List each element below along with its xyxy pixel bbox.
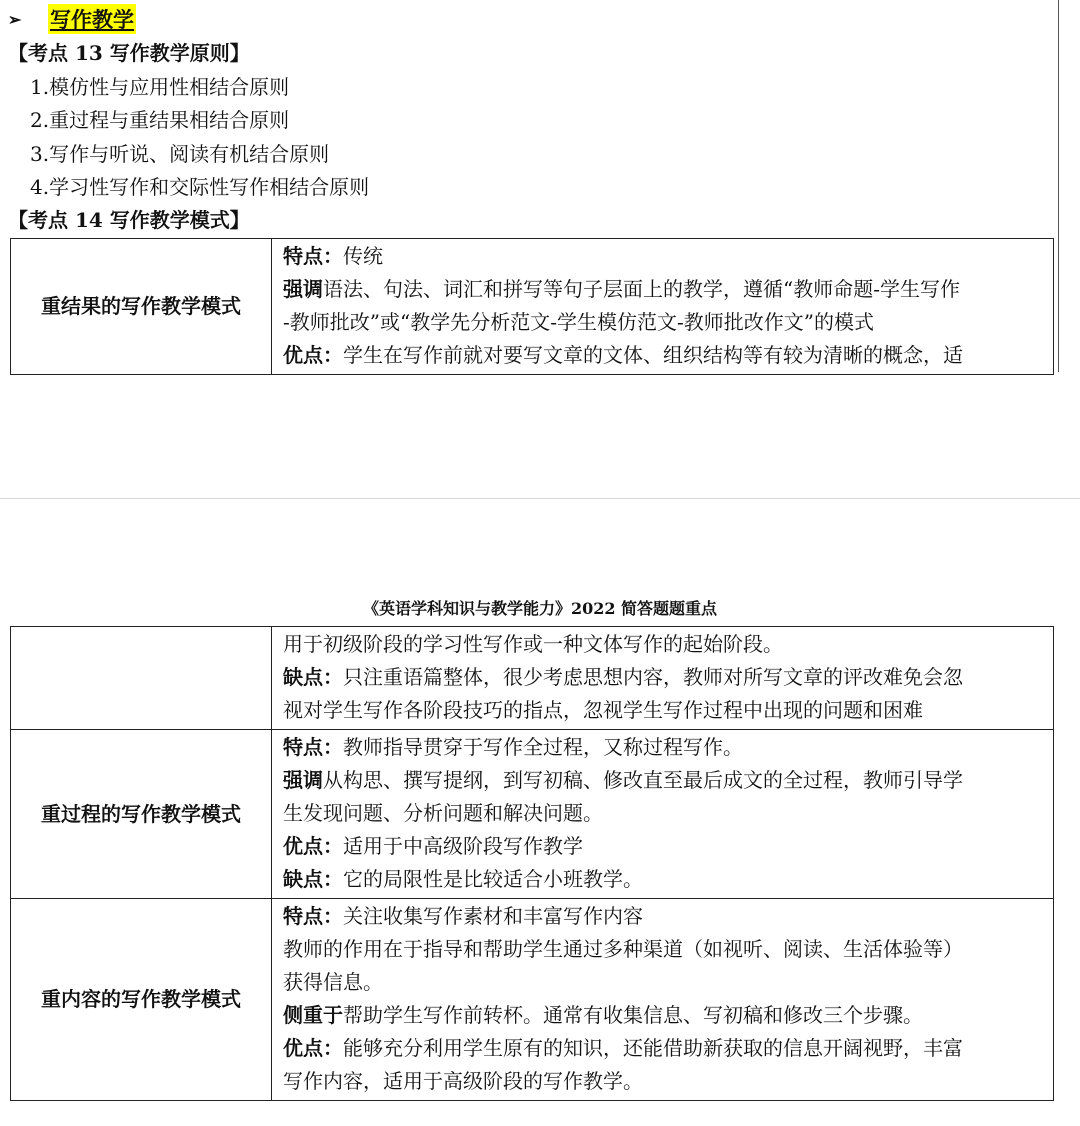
row-label-process-mode: 重过程的写作教学模式 bbox=[11, 730, 272, 899]
row-content-process-mode: 特点：教师指导贯穿于写作全过程，又称过程写作。 强调从构思、撰写提纲，到写初稿、修改直至最后成文的全过程，教师引导学 生发现问题、分析问题和解决问题。 优点：适用于中高级阶段写作教学 缺点：它的局限性是比较适合小班教学。 bbox=[272, 730, 1054, 899]
section-heading bbox=[8, 4, 136, 34]
table-row bbox=[11, 899, 1054, 1101]
table-row bbox=[11, 627, 1054, 730]
point14-heading: 【考点 14 写作教学模式】 bbox=[8, 208, 250, 232]
row-label-content-mode: 重内容的写作教学模式 bbox=[11, 899, 272, 1101]
point13-item-4: 4.学习性写作和交际性写作相结合原则 bbox=[30, 175, 370, 199]
row-label-empty bbox=[11, 627, 272, 730]
point13-item-1: 1.模仿性与应用性相结合原则 bbox=[30, 75, 290, 99]
point13-heading: 【考点 13 写作教学原则】 bbox=[8, 41, 250, 65]
row-content-result-mode-cont: 用于初级阶段的学习性写作或一种文体写作的起始阶段。 缺点：只注重语篇整体，很少考虑思想内容，教师对所写文章的评改难免会忽 视对学生写作各阶段技巧的指点，忽视学生写作过程中出现的问题和困难 bbox=[272, 627, 1054, 730]
page-divider bbox=[0, 498, 1080, 499]
section-title: 写作教学 bbox=[48, 4, 136, 34]
row-content-result-mode: 特点：传统 强调语法、句法、词汇和拼写等句子层面上的教学，遵循“教师命题-学生写作 -教师批改”或“教学先分析范文-学生模仿范文-教师批改作文”的模式 优点：学生在写作前就对要写文章的文体、组织结构等有较为清晰的概念，适 bbox=[272, 239, 1054, 375]
point13-item-2: 2.重过程与重结果相结合原则 bbox=[30, 108, 290, 132]
row-label-result-mode: 重结果的写作教学模式 bbox=[11, 239, 272, 375]
teaching-mode-table-part2 bbox=[10, 626, 1054, 1101]
table-row bbox=[11, 730, 1054, 899]
arrow-bullet-icon: ➢ bbox=[8, 9, 22, 29]
point13-item-3: 3.写作与听说、阅读有机结合原则 bbox=[30, 142, 330, 166]
page-right-border bbox=[1058, 0, 1059, 372]
table-row bbox=[11, 239, 1054, 375]
row-content-content-mode: 特点：关注收集写作素材和丰富写作内容 教师的作用在于指导和帮助学生通过多种渠道（如视听、阅读、生活体验等） 获得信息。 侧重于帮助学生写作前转杯。通常有收集信息、写初稿和修改三个步骤。 优点：能够充分利用学生原有的知识，还能借助新获取的信息开阔视野，丰富 写作内容，适用于高级阶段的写作教学。 bbox=[272, 899, 1054, 1101]
teaching-mode-table-part1 bbox=[10, 238, 1054, 375]
page-header: 《英语学科知识与教学能力》2022 简答题题重点 bbox=[362, 599, 718, 618]
